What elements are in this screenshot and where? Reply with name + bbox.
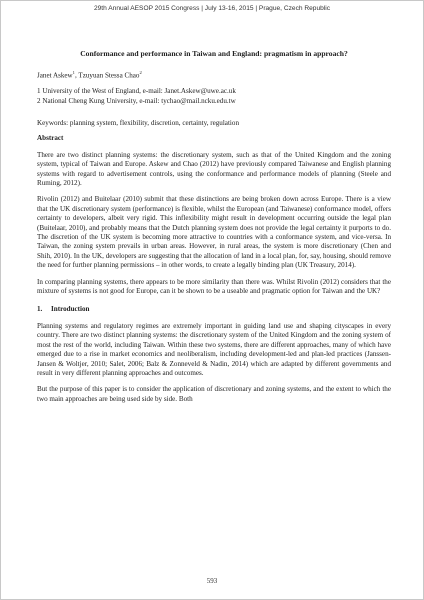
- body-paragraph: Planning systems and regulatory regimes are extremely important in guiding land use and shaping cityscapes in every country. There are two distinct planning systems: the discretionary system of the United Kingdom and the zoning system of most the rest of the world, including Taiwan. Within these two systems, there are different approaches, many of which have emerged due to a rise in market economics and neoliberalism, including development-led and plan-led practices (Janssen-Jansen & Woltjer, 2010; Salet, 2006; Balz & Zonneveld & Nadin, 2014) which are adapted by different governments and result in very different planning approaches and outcomes.: [37, 321, 391, 377]
- author-name: Tzuyuan Stessa Chao: [78, 71, 140, 80]
- paper-body: [37, 49, 391, 411]
- section-title: Introduction: [51, 305, 90, 314]
- author-affiliation-mark: 2: [139, 70, 142, 76]
- section-heading: [37, 305, 391, 314]
- author-name: Janet Askew: [37, 71, 73, 80]
- abstract-paragraph: In comparing planning systems, there appears to be more similarity than there was. Whilst Rivolin (2012) considers that the mixture of systems is not good for Europe, can it be shown to be a useable and pragmatic option for Taiwan and the UK?: [37, 277, 391, 296]
- affiliation-line: 1 University of the West of England, e-mail: Janet.Askew@uwe.ac.uk: [37, 87, 236, 96]
- body-paragraph: But the purpose of this paper is to consider the application of discretionary and zoning systems, and the extent to which the two main approaches are being used side by side. Both: [37, 385, 391, 403]
- author-line: [37, 68, 391, 81]
- author-separator: ,: [74, 71, 79, 80]
- abstract-paragraph: Rivolin (2012) and Buitelaar (2010) submit that these distinctions are being broken down across Europe. There is a view that the UK discretionary system (performance) is flexible, whilst the European (and Taiwanese) conformance model, offers certainty to developers, albeit very rigid. This inflexibility might result in development occurring outside the legal plan (Buitelaar, 2010), and probably means that the Dutch planning system does not provide the legal certainty it purports to do. The discretion of the UK system is becoming more attractive to countries with a conformance system, and vice-versa. In Taiwan, the zoning system prevails in urban areas. However, in rural areas, the system is more discretionary (Chen and Shih, 2010). In the UK, developers are suggesting that the allocation of land in a local plan, for, say, housing, should remove the need for further planning permissions – in other words, to create a legally binding plan (UK Treasury, 2014).: [37, 195, 391, 270]
- running-header: 29th Annual AESOP 2015 Congress | July 13-16, 2015 | Prague, Czech Republic: [93, 5, 331, 12]
- abstract-paragraph: There are two distinct planning systems: the discretionary system, such as that of the United Kingdom and the zoning system, typical of Taiwan and Europe. Askew and Chao (2012) have previously compared Taiwanese and English planning systems with regard to advertisement controls, using the conformance and performance models of planning (Steele and Ruming, 2012).: [37, 150, 391, 188]
- author-affiliation-mark: 1: [72, 70, 75, 76]
- paper-title: Conformance and performance in Taiwan and England: pragmatism in approach?: [80, 49, 348, 58]
- affiliation-line: 2 National Cheng Kung University, e-mail: tychao@mail.ncku.edu.tw: [37, 96, 236, 105]
- abstract-heading: Abstract: [37, 134, 64, 143]
- page-number: 593: [206, 577, 218, 585]
- keywords: Keywords: planning system, flexibility, discretion, certainty, regulation: [37, 118, 239, 127]
- section-number: 1.: [37, 305, 43, 314]
